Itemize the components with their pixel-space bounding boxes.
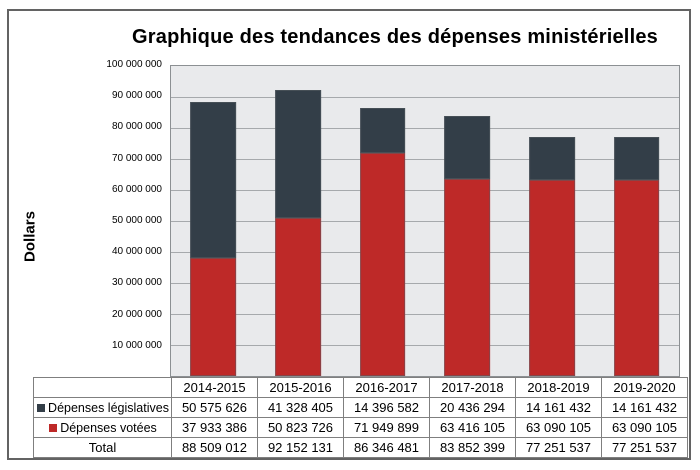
series-label-cell bbox=[34, 398, 172, 418]
total-value-cell: 77 251 537 bbox=[602, 438, 688, 458]
value-cell: 14 161 432 bbox=[516, 398, 602, 418]
value-cell: 63 416 105 bbox=[430, 418, 516, 438]
bar-segment-votees bbox=[360, 153, 406, 376]
value-cell: 41 328 405 bbox=[258, 398, 344, 418]
legend-marker-legislatives bbox=[37, 404, 45, 412]
data-table bbox=[33, 377, 688, 458]
year-header-cell: 2019-2020 bbox=[602, 378, 688, 398]
value-cell: 14 396 582 bbox=[344, 398, 430, 418]
legend-marker-votees bbox=[49, 424, 57, 432]
bar-segment-votees bbox=[444, 179, 490, 376]
y-tick-label: 70 000 000 bbox=[111, 152, 162, 164]
y-tick-label: 10 000 000 bbox=[111, 339, 162, 351]
total-value-cell: 88 509 012 bbox=[172, 438, 258, 458]
plot-area bbox=[170, 65, 680, 377]
value-cell: 71 949 899 bbox=[344, 418, 430, 438]
series-label-text: Dépenses votées bbox=[60, 420, 157, 435]
total-value-cell: 83 852 399 bbox=[430, 438, 516, 458]
bar-column-2015-2016 bbox=[256, 66, 341, 376]
bar-segment-legislatives bbox=[614, 137, 660, 181]
series-label-cell bbox=[34, 418, 172, 438]
y-axis-ticks bbox=[56, 59, 166, 377]
value-cell: 63 090 105 bbox=[516, 418, 602, 438]
bar-segment-legislatives bbox=[275, 90, 321, 218]
chart-title: Graphique des tendances des dépenses ministérielles bbox=[132, 26, 658, 48]
bar-column-2016-2017 bbox=[340, 66, 425, 376]
y-tick-label: 100 000 000 bbox=[106, 59, 162, 70]
value-cell: 63 090 105 bbox=[602, 418, 688, 438]
table-corner-empty bbox=[34, 378, 172, 398]
bar-segment-legislatives bbox=[360, 108, 406, 153]
data-table-body bbox=[34, 378, 688, 458]
bar-segment-legislatives bbox=[529, 137, 575, 181]
bar-column-2014-2015 bbox=[171, 66, 256, 376]
total-label-cell: Total bbox=[34, 438, 172, 458]
y-tick-label: 90 000 000 bbox=[111, 90, 162, 102]
y-tick-label: 40 000 000 bbox=[111, 246, 162, 258]
total-value-cell: 77 251 537 bbox=[516, 438, 602, 458]
value-cell: 50 575 626 bbox=[172, 398, 258, 418]
bar-segment-legislatives bbox=[444, 116, 490, 179]
value-cell: 37 933 386 bbox=[172, 418, 258, 438]
year-header-cell: 2014-2015 bbox=[172, 378, 258, 398]
bars-container bbox=[171, 66, 679, 376]
y-tick-label: 20 000 000 bbox=[111, 308, 162, 320]
value-cell: 14 161 432 bbox=[602, 398, 688, 418]
y-axis-title: Dollars bbox=[21, 211, 39, 262]
value-cell: 50 823 726 bbox=[258, 418, 344, 438]
year-header-cell: 2015-2016 bbox=[258, 378, 344, 398]
year-header-cell: 2017-2018 bbox=[430, 378, 516, 398]
bar-segment-votees bbox=[190, 258, 236, 376]
bar-column-2019-2020 bbox=[594, 66, 679, 376]
y-tick-label: 80 000 000 bbox=[111, 121, 162, 133]
y-tick-label: 50 000 000 bbox=[111, 215, 162, 226]
bar-segment-votees bbox=[275, 218, 321, 376]
bar-segment-votees bbox=[614, 180, 660, 376]
bar-column-2018-2019 bbox=[510, 66, 595, 376]
total-value-cell: 92 152 131 bbox=[258, 438, 344, 458]
total-value-cell: 86 346 481 bbox=[344, 438, 430, 458]
y-tick-label: 60 000 000 bbox=[111, 183, 162, 195]
year-header-cell: 2016-2017 bbox=[344, 378, 430, 398]
year-header-cell: 2018-2019 bbox=[516, 378, 602, 398]
bar-segment-votees bbox=[529, 180, 575, 376]
value-cell: 20 436 294 bbox=[430, 398, 516, 418]
series-label-text: Dépenses législatives bbox=[48, 400, 169, 415]
y-tick-label: 30 000 000 bbox=[111, 277, 162, 289]
bar-segment-legislatives bbox=[190, 102, 236, 259]
bar-column-2017-2018 bbox=[425, 66, 510, 376]
